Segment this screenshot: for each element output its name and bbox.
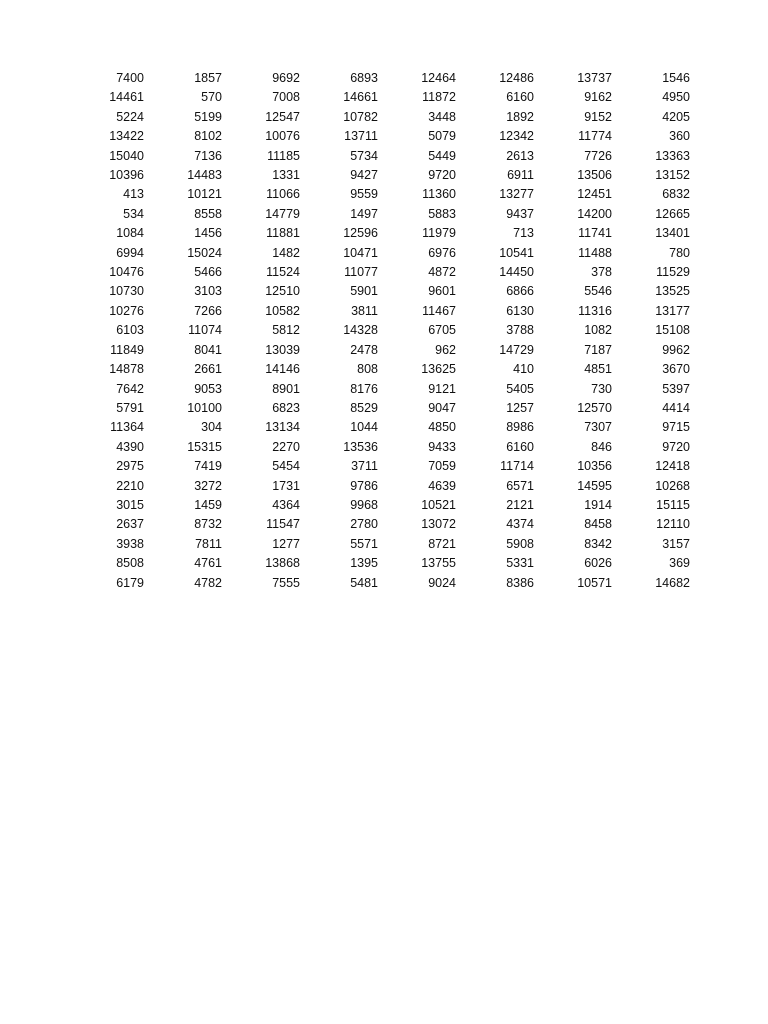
table-cell: 15108 xyxy=(655,323,690,338)
table-cell: 304 xyxy=(201,420,222,435)
table-cell: 6823 xyxy=(272,400,300,415)
table-cell: 5224 xyxy=(116,109,144,124)
table-cell: 1277 xyxy=(272,536,300,551)
table-cell: 6160 xyxy=(506,90,534,105)
table-cell: 6911 xyxy=(507,168,534,183)
table-cell: 13422 xyxy=(109,129,144,144)
table-cell: 10100 xyxy=(187,400,222,415)
table-row xyxy=(70,147,694,166)
table-cell: 5079 xyxy=(428,129,456,144)
table-row xyxy=(70,554,694,573)
table-row xyxy=(70,88,694,107)
table-cell: 5546 xyxy=(584,284,612,299)
table-cell: 6976 xyxy=(428,245,456,260)
table-cell: 413 xyxy=(123,187,144,202)
table-cell: 13363 xyxy=(655,148,690,163)
table-cell: 10076 xyxy=(265,129,300,144)
table-cell: 846 xyxy=(591,439,612,454)
table-cell: 15040 xyxy=(109,148,144,163)
table-cell: 8508 xyxy=(116,556,144,571)
table-cell: 5734 xyxy=(350,148,378,163)
table-cell: 14682 xyxy=(655,575,690,590)
table-cell: 7400 xyxy=(116,71,144,85)
table-cell: 11524 xyxy=(266,265,300,280)
table-row xyxy=(70,574,694,593)
table-cell: 13401 xyxy=(655,226,690,241)
table-cell: 11741 xyxy=(578,226,612,241)
table-cell: 4950 xyxy=(662,90,690,105)
table-cell: 11077 xyxy=(344,265,378,280)
table-cell: 11066 xyxy=(266,187,300,202)
table-cell: 9692 xyxy=(272,71,300,85)
table-cell: 730 xyxy=(591,381,612,396)
table-cell: 1257 xyxy=(506,400,534,415)
table-cell: 4390 xyxy=(116,439,144,454)
table-row xyxy=(70,418,694,437)
table-cell: 13039 xyxy=(265,342,300,357)
table-cell: 14450 xyxy=(499,265,534,280)
table-cell: 11714 xyxy=(500,459,534,474)
table-row xyxy=(70,282,694,301)
table-cell: 7726 xyxy=(584,148,612,163)
table-cell: 6026 xyxy=(584,556,612,571)
table-cell: 410 xyxy=(513,362,534,377)
table-cell: 2121 xyxy=(506,497,534,512)
table-cell: 6893 xyxy=(350,71,378,85)
table-cell: 10730 xyxy=(109,284,144,299)
table-cell: 14779 xyxy=(265,206,300,221)
table-row xyxy=(70,224,694,243)
table-cell: 3272 xyxy=(194,478,222,493)
table-row xyxy=(70,380,694,399)
table-row xyxy=(70,477,694,496)
table-cell: 10471 xyxy=(343,245,378,260)
table-cell: 15115 xyxy=(656,497,690,512)
table-cell: 13711 xyxy=(344,129,378,144)
table-cell: 7136 xyxy=(194,148,222,163)
table-cell: 1892 xyxy=(506,109,534,124)
table-cell: 14878 xyxy=(109,362,144,377)
table-cell: 5908 xyxy=(506,536,534,551)
table-cell: 3448 xyxy=(428,109,456,124)
table-row xyxy=(70,515,694,534)
table-cell: 11872 xyxy=(422,90,456,105)
table-cell: 14661 xyxy=(343,90,378,105)
table-cell: 9437 xyxy=(506,206,534,221)
table-row xyxy=(70,321,694,340)
table-cell: 6571 xyxy=(506,478,534,493)
table-row xyxy=(70,496,694,515)
table-cell: 11547 xyxy=(266,517,300,532)
table-cell: 10268 xyxy=(655,478,690,493)
table-cell: 9720 xyxy=(428,168,456,183)
table-cell: 4872 xyxy=(428,265,456,280)
table-cell: 13737 xyxy=(577,71,612,85)
table-cell: 9427 xyxy=(350,168,378,183)
table-row xyxy=(70,457,694,476)
table-cell: 13755 xyxy=(421,556,456,571)
table-cell: 9720 xyxy=(662,439,690,454)
table-cell: 9152 xyxy=(584,109,612,124)
table-cell: 10356 xyxy=(577,459,612,474)
table-cell: 5571 xyxy=(350,536,378,551)
table-cell: 13277 xyxy=(499,187,534,202)
table-cell: 6160 xyxy=(506,439,534,454)
table-cell: 1857 xyxy=(194,71,222,85)
table-cell: 1914 xyxy=(584,497,612,512)
table-cell: 7555 xyxy=(272,575,300,590)
table-cell: 13536 xyxy=(343,439,378,454)
table-cell: 7642 xyxy=(116,381,144,396)
number-table-body xyxy=(70,69,694,593)
table-cell: 12418 xyxy=(655,459,690,474)
table-cell: 12342 xyxy=(499,129,534,144)
table-cell: 3788 xyxy=(506,323,534,338)
table-cell: 8901 xyxy=(272,381,300,396)
table-cell: 5481 xyxy=(350,575,378,590)
table-row xyxy=(70,108,694,127)
table-cell: 9162 xyxy=(584,90,612,105)
table-cell: 9053 xyxy=(194,381,222,396)
table-cell: 1482 xyxy=(272,245,300,260)
table-cell: 12510 xyxy=(265,284,300,299)
table-cell: 534 xyxy=(123,206,144,221)
table-cell: 2478 xyxy=(350,342,378,357)
table-cell: 8041 xyxy=(194,342,222,357)
table-cell: 6866 xyxy=(506,284,534,299)
table-cell: 7266 xyxy=(194,303,222,318)
table-cell: 9047 xyxy=(428,400,456,415)
table-cell: 4205 xyxy=(662,109,690,124)
table-cell: 360 xyxy=(669,129,690,144)
table-cell: 570 xyxy=(201,90,222,105)
table-cell: 11529 xyxy=(656,265,690,280)
table-cell: 6705 xyxy=(428,323,456,338)
table-cell: 12547 xyxy=(265,109,300,124)
table-cell: 11316 xyxy=(578,303,612,318)
table-cell: 14483 xyxy=(187,168,222,183)
table-cell: 9962 xyxy=(662,342,690,357)
table-cell: 13177 xyxy=(655,303,690,318)
table-cell: 9786 xyxy=(350,478,378,493)
table-cell: 4851 xyxy=(584,362,612,377)
table-row xyxy=(70,185,694,204)
table-cell: 6179 xyxy=(116,575,144,590)
table-cell: 1497 xyxy=(350,206,378,221)
table-cell: 8529 xyxy=(350,400,378,415)
table-row xyxy=(70,360,694,379)
table-cell: 10276 xyxy=(109,303,144,318)
table-cell: 11849 xyxy=(110,342,144,357)
table-cell: 11364 xyxy=(110,420,144,435)
table-cell: 1731 xyxy=(272,478,300,493)
table-cell: 3015 xyxy=(116,497,144,512)
table-row xyxy=(70,166,694,185)
table-cell: 6994 xyxy=(116,245,144,260)
table-cell: 3811 xyxy=(351,303,378,318)
table-cell: 8721 xyxy=(428,536,456,551)
table-cell: 13868 xyxy=(265,556,300,571)
table-cell: 2975 xyxy=(116,459,144,474)
table-row xyxy=(70,535,694,554)
table-cell: 2270 xyxy=(272,439,300,454)
table-cell: 5812 xyxy=(272,323,300,338)
table-cell: 5901 xyxy=(350,284,378,299)
table-cell: 10476 xyxy=(109,265,144,280)
table-cell: 10582 xyxy=(265,303,300,318)
table-cell: 10571 xyxy=(577,575,612,590)
table-row xyxy=(70,302,694,321)
table-cell: 1395 xyxy=(350,556,378,571)
table-cell: 8386 xyxy=(506,575,534,590)
table-cell: 780 xyxy=(669,245,690,260)
table-cell: 1546 xyxy=(662,71,690,85)
table-cell: 1084 xyxy=(116,226,144,241)
table-cell: 15315 xyxy=(187,439,222,454)
table-cell: 8558 xyxy=(194,206,222,221)
table-cell: 1456 xyxy=(194,226,222,241)
table-row xyxy=(70,244,694,263)
table-cell: 14461 xyxy=(109,90,144,105)
table-cell: 10782 xyxy=(343,109,378,124)
table-cell: 5405 xyxy=(506,381,534,396)
table-cell: 10521 xyxy=(421,497,456,512)
table-cell: 2780 xyxy=(350,517,378,532)
table-cell: 808 xyxy=(357,362,378,377)
table-cell: 5199 xyxy=(194,109,222,124)
table-cell: 9024 xyxy=(428,575,456,590)
table-cell: 7008 xyxy=(272,90,300,105)
table-row xyxy=(70,263,694,282)
table-cell: 4850 xyxy=(428,420,456,435)
table-row xyxy=(70,205,694,224)
table-cell: 15024 xyxy=(187,245,222,260)
table-cell: 4414 xyxy=(662,400,690,415)
table-cell: 1044 xyxy=(350,420,378,435)
table-cell: 12451 xyxy=(577,187,612,202)
table-cell: 8102 xyxy=(194,129,222,144)
table-cell: 3103 xyxy=(194,284,222,299)
table-cell: 9715 xyxy=(662,420,690,435)
table-row xyxy=(70,69,694,88)
table-cell: 6832 xyxy=(662,187,690,202)
table-cell: 6130 xyxy=(506,303,534,318)
table-cell: 713 xyxy=(513,226,534,241)
table-cell: 9968 xyxy=(350,497,378,512)
table-cell: 7059 xyxy=(428,459,456,474)
table-cell: 9601 xyxy=(428,284,456,299)
table-cell: 378 xyxy=(591,265,612,280)
table-cell: 8732 xyxy=(194,517,222,532)
table-cell: 7419 xyxy=(194,459,222,474)
table-cell: 7307 xyxy=(584,420,612,435)
table-cell: 7187 xyxy=(584,342,612,357)
table-cell: 12570 xyxy=(577,400,612,415)
table-cell: 8342 xyxy=(584,536,612,551)
table-cell: 10396 xyxy=(109,168,144,183)
table-cell: 13072 xyxy=(421,517,456,532)
table-cell: 5791 xyxy=(116,400,144,415)
table-cell: 9559 xyxy=(350,187,378,202)
table-cell: 13625 xyxy=(421,362,456,377)
table-cell: 3670 xyxy=(662,362,690,377)
table-cell: 11360 xyxy=(422,187,456,202)
table-cell: 7811 xyxy=(195,536,222,551)
table-cell: 13134 xyxy=(265,420,300,435)
table-cell: 4364 xyxy=(272,497,300,512)
table-row xyxy=(70,438,694,457)
table-cell: 5397 xyxy=(662,381,690,396)
table-cell: 14200 xyxy=(577,206,612,221)
table-cell: 1459 xyxy=(194,497,222,512)
table-cell: 11881 xyxy=(266,226,300,241)
table-cell: 14146 xyxy=(265,362,300,377)
table-row xyxy=(70,127,694,146)
table-cell: 12110 xyxy=(656,517,690,532)
table-row xyxy=(70,399,694,418)
table-cell: 12464 xyxy=(421,71,456,85)
table-cell: 3157 xyxy=(662,536,690,551)
table-cell: 11979 xyxy=(422,226,456,241)
table-cell: 4639 xyxy=(428,478,456,493)
table-cell: 13152 xyxy=(655,168,690,183)
table-cell: 11074 xyxy=(188,323,222,338)
table-cell: 12486 xyxy=(499,71,534,85)
table-cell: 14729 xyxy=(499,342,534,357)
number-table xyxy=(70,69,694,593)
table-cell: 8176 xyxy=(350,381,378,396)
table-cell: 1331 xyxy=(272,168,300,183)
table-cell: 2637 xyxy=(116,517,144,532)
table-cell: 13525 xyxy=(655,284,690,299)
table-cell: 12665 xyxy=(655,206,690,221)
table-cell: 9121 xyxy=(428,381,456,396)
table-cell: 9433 xyxy=(428,439,456,454)
table-cell: 5331 xyxy=(506,556,534,571)
table-cell: 14328 xyxy=(343,323,378,338)
table-cell: 10541 xyxy=(499,245,534,260)
table-cell: 2210 xyxy=(116,478,144,493)
table-cell: 3711 xyxy=(351,459,378,474)
table-cell: 13506 xyxy=(577,168,612,183)
table-cell: 11467 xyxy=(422,303,456,318)
table-cell: 5883 xyxy=(428,206,456,221)
table-cell: 8986 xyxy=(506,420,534,435)
table-cell: 10121 xyxy=(187,187,222,202)
table-cell: 962 xyxy=(435,342,456,357)
table-cell: 3938 xyxy=(116,536,144,551)
table-cell: 11185 xyxy=(267,148,300,163)
table-row xyxy=(70,341,694,360)
table-cell: 6103 xyxy=(116,323,144,338)
table-cell: 14595 xyxy=(577,478,612,493)
table-cell: 1082 xyxy=(584,323,612,338)
table-cell: 5466 xyxy=(194,265,222,280)
table-cell: 2661 xyxy=(194,362,222,377)
table-cell: 5454 xyxy=(272,459,300,474)
table-cell: 11774 xyxy=(578,129,612,144)
table-cell: 11488 xyxy=(578,245,612,260)
table-cell: 2613 xyxy=(506,148,534,163)
table-cell: 4782 xyxy=(194,575,222,590)
table-cell: 4374 xyxy=(506,517,534,532)
table-cell: 8458 xyxy=(584,517,612,532)
table-cell: 369 xyxy=(669,556,690,571)
table-cell: 5449 xyxy=(428,148,456,163)
table-cell: 12596 xyxy=(343,226,378,241)
table-cell: 4761 xyxy=(194,556,222,571)
